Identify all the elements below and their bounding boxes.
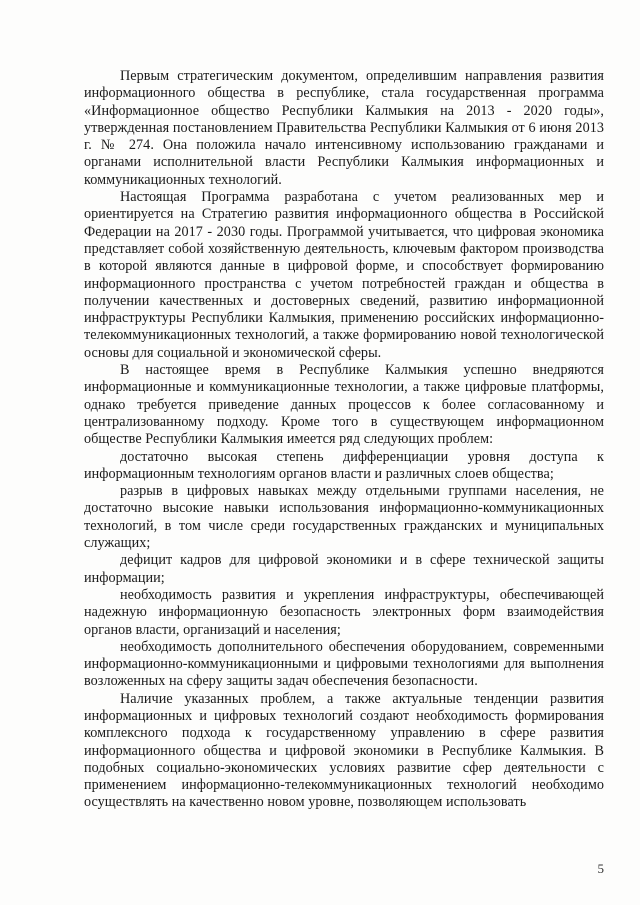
problem-item-digital-skills-gap: разрыв в цифровых навыках между отдельными группами населения, не достаточно высокие навыки использования информационно-коммуникационных технологий, в том числе среди государственных гражданских и муниципальных служащих; xyxy=(84,483,604,552)
paragraph-current-state: В настоящее время в Республике Калмыкия успешно внедряются информационные и коммуникационные технологии, а также цифровые платформы, однако требуется приведение данных процессов к более согласованному и централизованному подходу. Кроме того в существующем информационном обществе Республики Калмыкия имеется ряд следующих проблем: xyxy=(84,362,604,448)
paragraph-conclusion: Наличие указанных проблем, а также актуальные тенденции развития информационных и цифровых технологий создают необходимость формирования комплексного подхода к государственному управлению в сфере развития информационного общества и цифровой экономики в Республике Калмыкия. В подобных социально-экономических условиях развитие сфер деятельности с применением информационно-телекоммуникационных технологий необходимо осуществлять на качественно новом уровне, позволяющем использовать xyxy=(84,690,604,811)
problem-item-staff-shortage: дефицит кадров для цифровой экономики и в сфере технической защиты информации; xyxy=(84,552,604,586)
problem-item-differentiation: достаточно высокая степень дифференциации уровня доступа к информационным технологиям органов власти и различных слоев общества; xyxy=(84,448,604,482)
page-number: 5 xyxy=(597,861,604,876)
paragraph-first-strategic-document: Первым стратегическим документом, определившим направления развития информационного общества в республике, стала государственная программа «Информационное общество Республики Калмыкия на 2013 - 2020 годы», утвержденная постановлением Правительства Республики Калмыкия от 6 июня 2013 г. № 274. Она положила начало интенсивному использованию гражданами и органами исполнительной власти Республики Калмыкия информационных и коммуникационных технологий. xyxy=(84,68,604,188)
problem-item-equipment: необходимость дополнительного обеспечения оборудованием, современными информационно-коммуникационными и цифровыми технологиями для выполнения возложенных на сферу защиты задач обеспечения безопасности. xyxy=(84,638,604,690)
problem-item-infrastructure: необходимость развития и укрепления инфраструктуры, обеспечивающей надежную информационную безопасность электронных форм взаимодействия органов власти, организаций и населения; xyxy=(84,586,604,638)
document-body xyxy=(84,68,604,812)
paragraph-program-development: Настоящая Программа разработана с учетом реализованных мер и ориентируется на Стратегию развития информационного общества в Российской Федерации на 2017 - 2030 годы. Программой учитывается, что цифровая экономика представляет собой хозяйственную деятельность, ключевым фактором производства в которой являются данные в цифровой форме, и способствует формированию информационного пространства с учетом потребностей граждан и общества в получении качественных и достоверных сведений, развитию информационной инфраструктуры Республики Калмыкия, применению российских информационно-телекоммуникационных технологий, а также формированию новой технологической основы для социальной и экономической сферы. xyxy=(84,189,604,361)
